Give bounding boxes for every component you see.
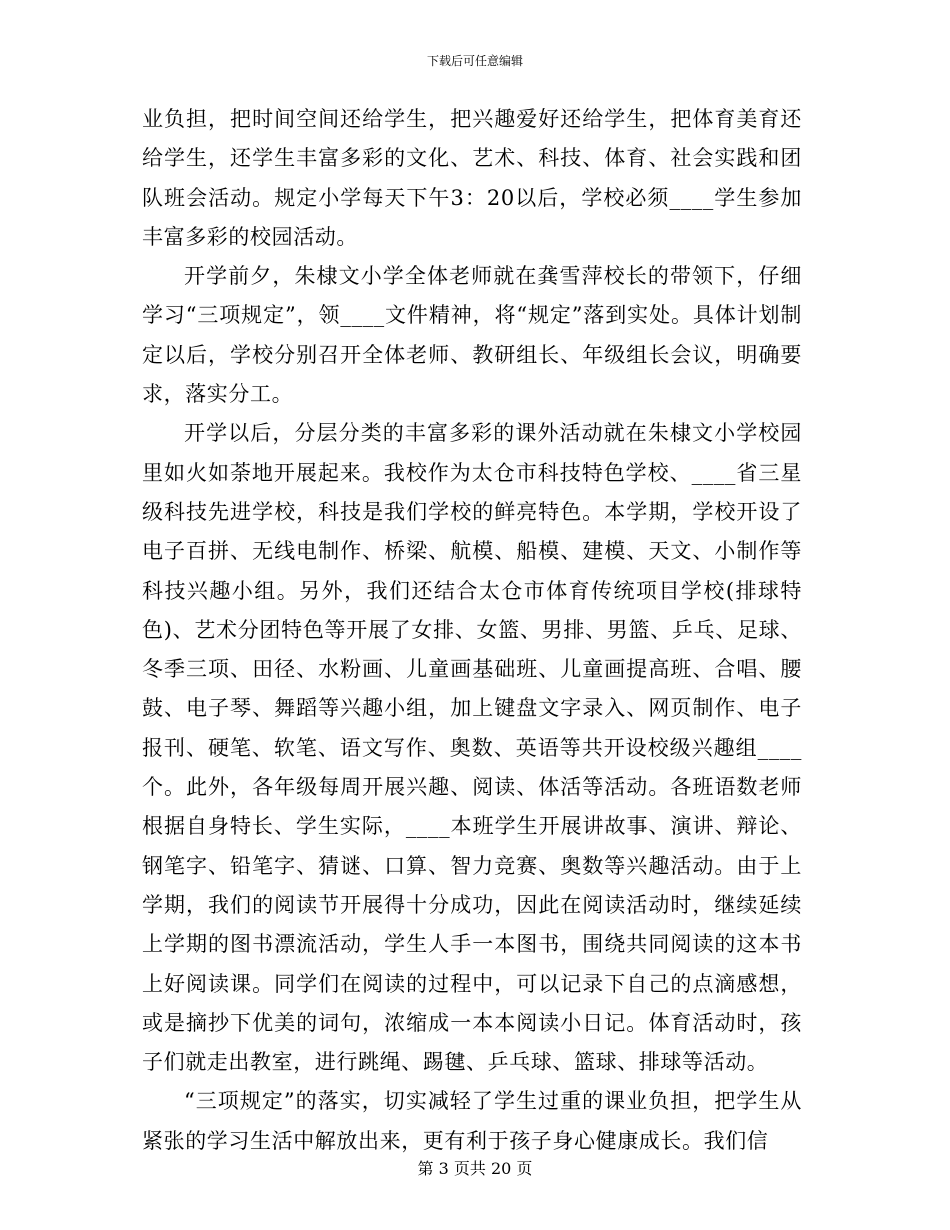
paragraph-4: “三项规定”的落实，切实减轻了学生过重的课业负担，把学生从紧张的学习生活中解放出来，更有利于孩子身心健康成长。我们信 — [142, 1089, 802, 1153]
page-number: 第 3 页共 20 页 — [417, 1159, 533, 1178]
paragraph-2: 开学前夕，朱棣文小学全体老师就在龚雪萍校长的带领下，仔细学习“三项规定”，领____文件精神，将“规定”落到实处。具体计划制定以后，学校分别召开全体老师、教研组长、年级组长会议，明确要求，落实分工。 — [142, 264, 802, 407]
document-body — [142, 100, 802, 1161]
paragraph-3: 开学以后，分层分类的丰富多彩的课外活动就在朱棣文小学校园里如火如荼地开展起来。我校作为太仓市科技特色学校、____省三星级科技先进学校，科技是我们学校的鲜亮特色。本学期，学校开设了电子百拼、无线电制作、桥梁、航模、船模、建模、天文、小制作等科技兴趣小组。另外，我们还结合太仓市体育传统项目学校(排球特色)、艺术分团特色等开展了女排、女篮、男排、男篮、乒乓、足球、冬季三项、田径、水粉画、儿童画基础班、儿童画提高班、合唱、腰鼓、电子琴、舞蹈等兴趣小组，加上键盘文字录入、网页制作、电子报刊、硬笔、软笔、语文写作、奥数、英语等共开设校级兴趣组____个。此外，各年级每周开展兴趣、阅读、体活等活动。各班语数老师根据自身特长、学生实际，____本班学生开展讲故事、演讲、辩论、钢笔字、铅笔字、猜谜、口算、智力竞赛、奥数等兴趣活动。由于上学期，我们的阅读节开展得十分成功，因此在阅读活动时，继续延续上学期的图书漂流活动，学生人手一本图书，围绕共同阅读的这本书上好阅读课。同学们在阅读的过程中，可以记录下自己的点滴感想，或是摘抄下优美的词句，浓缩成一本本阅读小日记。体育活动时，孩子们就走出教室，进行跳绳、踢毽、乒乓球、篮球、排球等活动。 — [142, 421, 802, 1075]
paragraph-1: 业负担，把时间空间还给学生，把兴趣爱好还给学生，把体育美育还给学生，还学生丰富多彩的文化、艺术、科技、体育、社会实践和团队班会活动。规定小学每天下午3：20以后，学校必须____学生参加丰富多彩的校园活动。 — [142, 107, 802, 249]
page-header-note: 下载后可任意编辑 — [426, 54, 523, 68]
